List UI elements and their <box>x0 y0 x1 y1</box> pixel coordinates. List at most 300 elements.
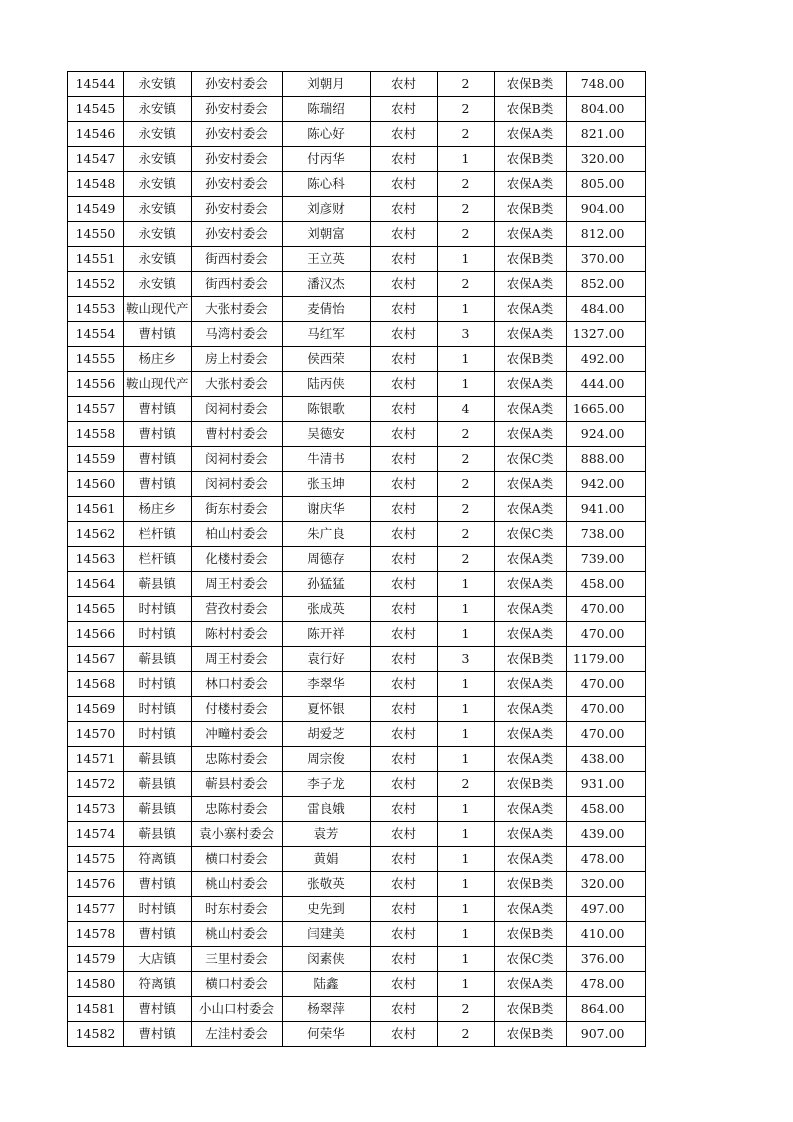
amount-cell: 470.00 <box>566 597 645 622</box>
village-committee-cell: 三里村委会 <box>191 947 282 972</box>
table-row <box>68 122 646 147</box>
record-id-cell: 14568 <box>68 672 124 697</box>
town-cell: 大店镇 <box>124 947 192 972</box>
amount-cell: 497.00 <box>566 897 645 922</box>
village-committee-cell: 房上村委会 <box>191 347 282 372</box>
record-id-cell: 14572 <box>68 772 124 797</box>
table-row <box>68 297 646 322</box>
insurance-category-cell: 农保B类 <box>494 72 566 97</box>
record-id-cell: 14576 <box>68 872 124 897</box>
insurance-category-cell: 农保A类 <box>494 897 566 922</box>
household-count-cell: 3 <box>437 647 494 672</box>
record-id-cell: 14567 <box>68 647 124 672</box>
village-committee-cell: 小山口村委会 <box>191 997 282 1022</box>
insurance-category-cell: 农保A类 <box>494 222 566 247</box>
town-cell: 蕲县镇 <box>124 822 192 847</box>
amount-cell: 852.00 <box>566 272 645 297</box>
person-name-cell: 闫建美 <box>282 922 370 947</box>
insurance-category-cell: 农保B类 <box>494 347 566 372</box>
record-id-cell: 14578 <box>68 922 124 947</box>
area-type-cell: 农村 <box>370 547 437 572</box>
household-count-cell: 1 <box>437 697 494 722</box>
town-cell: 永安镇 <box>124 97 192 122</box>
record-id-cell: 14562 <box>68 522 124 547</box>
town-cell: 蕲县镇 <box>124 772 192 797</box>
town-cell: 永安镇 <box>124 247 192 272</box>
amount-cell: 1179.00 <box>566 647 645 672</box>
amount-cell: 376.00 <box>566 947 645 972</box>
town-cell: 曹村镇 <box>124 922 192 947</box>
amount-cell: 458.00 <box>566 797 645 822</box>
record-id-cell: 14550 <box>68 222 124 247</box>
insurance-category-cell: 农保A类 <box>494 547 566 572</box>
area-type-cell: 农村 <box>370 897 437 922</box>
town-cell: 时村镇 <box>124 672 192 697</box>
person-name-cell: 袁行好 <box>282 647 370 672</box>
household-count-cell: 2 <box>437 72 494 97</box>
record-id-cell: 14545 <box>68 97 124 122</box>
table-row <box>68 847 646 872</box>
household-count-cell: 1 <box>437 247 494 272</box>
insurance-category-cell: 农保A类 <box>494 722 566 747</box>
record-id-cell: 14566 <box>68 622 124 647</box>
area-type-cell: 农村 <box>370 947 437 972</box>
insurance-category-cell: 农保A类 <box>494 422 566 447</box>
record-id-cell: 14574 <box>68 822 124 847</box>
insurance-category-cell: 农保A类 <box>494 747 566 772</box>
record-id-cell: 14554 <box>68 322 124 347</box>
table-row <box>68 647 646 672</box>
area-type-cell: 农村 <box>370 222 437 247</box>
person-name-cell: 雷良娥 <box>282 797 370 822</box>
amount-cell: 370.00 <box>566 247 645 272</box>
village-committee-cell: 桃山村委会 <box>191 872 282 897</box>
area-type-cell: 农村 <box>370 172 437 197</box>
table-row <box>68 347 646 372</box>
amount-cell: 470.00 <box>566 697 645 722</box>
household-count-cell: 1 <box>437 747 494 772</box>
insurance-category-cell: 农保C类 <box>494 522 566 547</box>
household-count-cell: 1 <box>437 597 494 622</box>
area-type-cell: 农村 <box>370 722 437 747</box>
household-count-cell: 2 <box>437 422 494 447</box>
amount-cell: 478.00 <box>566 847 645 872</box>
area-type-cell: 农村 <box>370 197 437 222</box>
village-committee-cell: 马湾村委会 <box>191 322 282 347</box>
village-committee-cell: 袁小寨村委会 <box>191 822 282 847</box>
table-row <box>68 522 646 547</box>
person-name-cell: 刘朝富 <box>282 222 370 247</box>
record-id-cell: 14565 <box>68 597 124 622</box>
table-row <box>68 722 646 747</box>
village-committee-cell: 闵祠村委会 <box>191 472 282 497</box>
table-row <box>68 922 646 947</box>
area-type-cell: 农村 <box>370 697 437 722</box>
table-row <box>68 747 646 772</box>
person-name-cell: 陆鑫 <box>282 972 370 997</box>
record-id-cell: 14570 <box>68 722 124 747</box>
table-row <box>68 422 646 447</box>
person-name-cell: 张敬英 <box>282 872 370 897</box>
household-count-cell: 1 <box>437 297 494 322</box>
person-name-cell: 何荣华 <box>282 1022 370 1047</box>
area-type-cell: 农村 <box>370 97 437 122</box>
record-id-cell: 14573 <box>68 797 124 822</box>
household-count-cell: 1 <box>437 822 494 847</box>
amount-cell: 812.00 <box>566 222 645 247</box>
record-id-cell: 14569 <box>68 697 124 722</box>
village-committee-cell: 左洼村委会 <box>191 1022 282 1047</box>
area-type-cell: 农村 <box>370 397 437 422</box>
insurance-category-cell: 农保A类 <box>494 847 566 872</box>
town-cell: 鞍山现代产 <box>124 297 192 322</box>
area-type-cell: 农村 <box>370 297 437 322</box>
insurance-category-cell: 农保C类 <box>494 947 566 972</box>
insurance-category-cell: 农保B类 <box>494 197 566 222</box>
record-id-cell: 14557 <box>68 397 124 422</box>
table-row <box>68 972 646 997</box>
amount-cell: 470.00 <box>566 672 645 697</box>
town-cell: 永安镇 <box>124 72 192 97</box>
table-row <box>68 772 646 797</box>
insurance-category-cell: 农保A类 <box>494 372 566 397</box>
area-type-cell: 农村 <box>370 322 437 347</box>
record-id-cell: 14564 <box>68 572 124 597</box>
amount-cell: 320.00 <box>566 147 645 172</box>
person-name-cell: 陈开祥 <box>282 622 370 647</box>
person-name-cell: 陈心科 <box>282 172 370 197</box>
village-committee-cell: 大张村委会 <box>191 297 282 322</box>
village-committee-cell: 桃山村委会 <box>191 922 282 947</box>
table-row <box>68 1022 646 1047</box>
town-cell: 蕲县镇 <box>124 747 192 772</box>
amount-cell: 484.00 <box>566 297 645 322</box>
household-count-cell: 2 <box>437 772 494 797</box>
amount-cell: 439.00 <box>566 822 645 847</box>
village-committee-cell: 孙安村委会 <box>191 97 282 122</box>
record-id-cell: 14552 <box>68 272 124 297</box>
village-committee-cell: 横口村委会 <box>191 972 282 997</box>
insurance-category-cell: 农保A类 <box>494 497 566 522</box>
town-cell: 曹村镇 <box>124 872 192 897</box>
amount-cell: 444.00 <box>566 372 645 397</box>
household-count-cell: 1 <box>437 797 494 822</box>
person-name-cell: 李子龙 <box>282 772 370 797</box>
person-name-cell: 史先到 <box>282 897 370 922</box>
village-committee-cell: 横口村委会 <box>191 847 282 872</box>
insurance-category-cell: 农保B类 <box>494 872 566 897</box>
record-id-cell: 14561 <box>68 497 124 522</box>
table-row <box>68 72 646 97</box>
amount-cell: 492.00 <box>566 347 645 372</box>
person-name-cell: 胡爱芝 <box>282 722 370 747</box>
village-committee-cell: 街西村委会 <box>191 272 282 297</box>
insurance-category-cell: 农保A类 <box>494 972 566 997</box>
town-cell: 时村镇 <box>124 622 192 647</box>
insurance-category-cell: 农保B类 <box>494 922 566 947</box>
insurance-category-cell: 农保A类 <box>494 122 566 147</box>
amount-cell: 888.00 <box>566 447 645 472</box>
insurance-category-cell: 农保B类 <box>494 997 566 1022</box>
village-committee-cell: 化楼村委会 <box>191 547 282 572</box>
household-count-cell: 2 <box>437 122 494 147</box>
area-type-cell: 农村 <box>370 272 437 297</box>
amount-cell: 478.00 <box>566 972 645 997</box>
table-row <box>68 497 646 522</box>
household-count-cell: 1 <box>437 572 494 597</box>
amount-cell: 941.00 <box>566 497 645 522</box>
village-committee-cell: 周王村委会 <box>191 572 282 597</box>
person-name-cell: 杨翠萍 <box>282 997 370 1022</box>
area-type-cell: 农村 <box>370 647 437 672</box>
person-name-cell: 牛清书 <box>282 447 370 472</box>
person-name-cell: 张成英 <box>282 597 370 622</box>
household-count-cell: 1 <box>437 972 494 997</box>
insurance-category-cell: 农保C类 <box>494 447 566 472</box>
area-type-cell: 农村 <box>370 522 437 547</box>
table-row <box>68 97 646 122</box>
insurance-category-cell: 农保B类 <box>494 247 566 272</box>
person-name-cell: 夏怀银 <box>282 697 370 722</box>
person-name-cell: 麦倩怡 <box>282 297 370 322</box>
village-committee-cell: 忠陈村委会 <box>191 797 282 822</box>
person-name-cell: 周宗俊 <box>282 747 370 772</box>
household-count-cell: 1 <box>437 872 494 897</box>
record-id-cell: 14553 <box>68 297 124 322</box>
table-row <box>68 147 646 172</box>
area-type-cell: 农村 <box>370 747 437 772</box>
town-cell: 鞍山现代产 <box>124 372 192 397</box>
table-row <box>68 272 646 297</box>
area-type-cell: 农村 <box>370 1022 437 1047</box>
area-type-cell: 农村 <box>370 447 437 472</box>
town-cell: 永安镇 <box>124 222 192 247</box>
amount-cell: 739.00 <box>566 547 645 572</box>
amount-cell: 438.00 <box>566 747 645 772</box>
amount-cell: 924.00 <box>566 422 645 447</box>
table-row <box>68 622 646 647</box>
household-count-cell: 2 <box>437 472 494 497</box>
household-count-cell: 1 <box>437 947 494 972</box>
area-type-cell: 农村 <box>370 422 437 447</box>
area-type-cell: 农村 <box>370 772 437 797</box>
town-cell: 曹村镇 <box>124 1022 192 1047</box>
town-cell: 时村镇 <box>124 897 192 922</box>
amount-cell: 410.00 <box>566 922 645 947</box>
village-committee-cell: 闵祠村委会 <box>191 447 282 472</box>
record-id-cell: 14580 <box>68 972 124 997</box>
household-count-cell: 2 <box>437 522 494 547</box>
record-id-cell: 14579 <box>68 947 124 972</box>
table-row <box>68 197 646 222</box>
record-id-cell: 14575 <box>68 847 124 872</box>
village-committee-cell: 孙安村委会 <box>191 222 282 247</box>
village-committee-cell: 陈村村委会 <box>191 622 282 647</box>
insurance-category-cell: 农保B类 <box>494 772 566 797</box>
record-id-cell: 14581 <box>68 997 124 1022</box>
area-type-cell: 农村 <box>370 822 437 847</box>
town-cell: 永安镇 <box>124 147 192 172</box>
insurance-category-cell: 农保A类 <box>494 572 566 597</box>
person-name-cell: 袁芳 <box>282 822 370 847</box>
village-committee-cell: 闵祠村委会 <box>191 397 282 422</box>
household-count-cell: 1 <box>437 147 494 172</box>
table-row <box>68 897 646 922</box>
area-type-cell: 农村 <box>370 347 437 372</box>
insurance-category-cell: 农保A类 <box>494 172 566 197</box>
insurance-category-cell: 农保A类 <box>494 822 566 847</box>
area-type-cell: 农村 <box>370 497 437 522</box>
amount-cell: 1327.00 <box>566 322 645 347</box>
area-type-cell: 农村 <box>370 72 437 97</box>
amount-cell: 821.00 <box>566 122 645 147</box>
amount-cell: 942.00 <box>566 472 645 497</box>
record-id-cell: 14577 <box>68 897 124 922</box>
town-cell: 曹村镇 <box>124 397 192 422</box>
amount-cell: 864.00 <box>566 997 645 1022</box>
town-cell: 蕲县镇 <box>124 797 192 822</box>
record-id-cell: 14547 <box>68 147 124 172</box>
town-cell: 永安镇 <box>124 272 192 297</box>
town-cell: 曹村镇 <box>124 997 192 1022</box>
amount-cell: 907.00 <box>566 1022 645 1047</box>
village-committee-cell: 孙安村委会 <box>191 197 282 222</box>
amount-cell: 470.00 <box>566 622 645 647</box>
village-committee-cell: 街东村委会 <box>191 497 282 522</box>
records-table-body <box>68 72 646 1047</box>
insurance-category-cell: 农保A类 <box>494 272 566 297</box>
table-row <box>68 547 646 572</box>
table-row <box>68 322 646 347</box>
village-committee-cell: 营孜村委会 <box>191 597 282 622</box>
town-cell: 曹村镇 <box>124 447 192 472</box>
record-id-cell: 14549 <box>68 197 124 222</box>
person-name-cell: 谢庆华 <box>282 497 370 522</box>
town-cell: 栏杆镇 <box>124 547 192 572</box>
insurance-category-cell: 农保A类 <box>494 322 566 347</box>
household-count-cell: 1 <box>437 622 494 647</box>
household-count-cell: 2 <box>437 997 494 1022</box>
town-cell: 栏杆镇 <box>124 522 192 547</box>
record-id-cell: 14548 <box>68 172 124 197</box>
person-name-cell: 闵素侠 <box>282 947 370 972</box>
table-row <box>68 172 646 197</box>
amount-cell: 748.00 <box>566 72 645 97</box>
household-count-cell: 2 <box>437 97 494 122</box>
person-name-cell: 吴德安 <box>282 422 370 447</box>
town-cell: 杨庄乡 <box>124 497 192 522</box>
household-count-cell: 2 <box>437 272 494 297</box>
person-name-cell: 刘彦财 <box>282 197 370 222</box>
table-row <box>68 947 646 972</box>
insurance-category-cell: 农保A类 <box>494 622 566 647</box>
household-count-cell: 1 <box>437 922 494 947</box>
town-cell: 符离镇 <box>124 972 192 997</box>
town-cell: 永安镇 <box>124 197 192 222</box>
person-name-cell: 潘汉杰 <box>282 272 370 297</box>
amount-cell: 738.00 <box>566 522 645 547</box>
town-cell: 时村镇 <box>124 597 192 622</box>
insurance-category-cell: 农保A类 <box>494 597 566 622</box>
town-cell: 时村镇 <box>124 697 192 722</box>
household-count-cell: 2 <box>437 497 494 522</box>
insurance-category-cell: 农保B类 <box>494 97 566 122</box>
table-row <box>68 472 646 497</box>
insurance-category-cell: 农保B类 <box>494 647 566 672</box>
person-name-cell: 朱广良 <box>282 522 370 547</box>
person-name-cell: 付丙华 <box>282 147 370 172</box>
area-type-cell: 农村 <box>370 797 437 822</box>
amount-cell: 904.00 <box>566 197 645 222</box>
town-cell: 永安镇 <box>124 122 192 147</box>
person-name-cell: 黄娟 <box>282 847 370 872</box>
area-type-cell: 农村 <box>370 147 437 172</box>
records-table <box>67 71 646 1047</box>
household-count-cell: 2 <box>437 547 494 572</box>
amount-cell: 470.00 <box>566 722 645 747</box>
insurance-category-cell: 农保A类 <box>494 397 566 422</box>
household-count-cell: 2 <box>437 222 494 247</box>
village-committee-cell: 付楼村委会 <box>191 697 282 722</box>
town-cell: 曹村镇 <box>124 472 192 497</box>
village-committee-cell: 孙安村委会 <box>191 122 282 147</box>
town-cell: 蕲县镇 <box>124 572 192 597</box>
household-count-cell: 1 <box>437 847 494 872</box>
household-count-cell: 2 <box>437 172 494 197</box>
area-type-cell: 农村 <box>370 997 437 1022</box>
record-id-cell: 14558 <box>68 422 124 447</box>
person-name-cell: 周德存 <box>282 547 370 572</box>
town-cell: 蕲县镇 <box>124 647 192 672</box>
village-committee-cell: 街西村委会 <box>191 247 282 272</box>
person-name-cell: 王立英 <box>282 247 370 272</box>
insurance-category-cell: 农保A类 <box>494 472 566 497</box>
table-row <box>68 222 646 247</box>
table-row <box>68 697 646 722</box>
area-type-cell: 农村 <box>370 622 437 647</box>
village-committee-cell: 忠陈村委会 <box>191 747 282 772</box>
record-id-cell: 14551 <box>68 247 124 272</box>
record-id-cell: 14563 <box>68 547 124 572</box>
person-name-cell: 陈瑞绍 <box>282 97 370 122</box>
household-count-cell: 1 <box>437 672 494 697</box>
area-type-cell: 农村 <box>370 472 437 497</box>
area-type-cell: 农村 <box>370 672 437 697</box>
amount-cell: 1665.00 <box>566 397 645 422</box>
record-id-cell: 14555 <box>68 347 124 372</box>
amount-cell: 804.00 <box>566 97 645 122</box>
area-type-cell: 农村 <box>370 872 437 897</box>
village-committee-cell: 蕲县村委会 <box>191 772 282 797</box>
area-type-cell: 农村 <box>370 972 437 997</box>
village-committee-cell: 周王村委会 <box>191 647 282 672</box>
table-row <box>68 447 646 472</box>
insurance-category-cell: 农保B类 <box>494 147 566 172</box>
amount-cell: 320.00 <box>566 872 645 897</box>
person-name-cell: 陈心好 <box>282 122 370 147</box>
table-row <box>68 672 646 697</box>
town-cell: 时村镇 <box>124 722 192 747</box>
table-row <box>68 572 646 597</box>
amount-cell: 805.00 <box>566 172 645 197</box>
person-name-cell: 张玉坤 <box>282 472 370 497</box>
table-row <box>68 872 646 897</box>
village-committee-cell: 孙安村委会 <box>191 147 282 172</box>
household-count-cell: 3 <box>437 322 494 347</box>
amount-cell: 931.00 <box>566 772 645 797</box>
household-count-cell: 1 <box>437 722 494 747</box>
town-cell: 曹村镇 <box>124 422 192 447</box>
